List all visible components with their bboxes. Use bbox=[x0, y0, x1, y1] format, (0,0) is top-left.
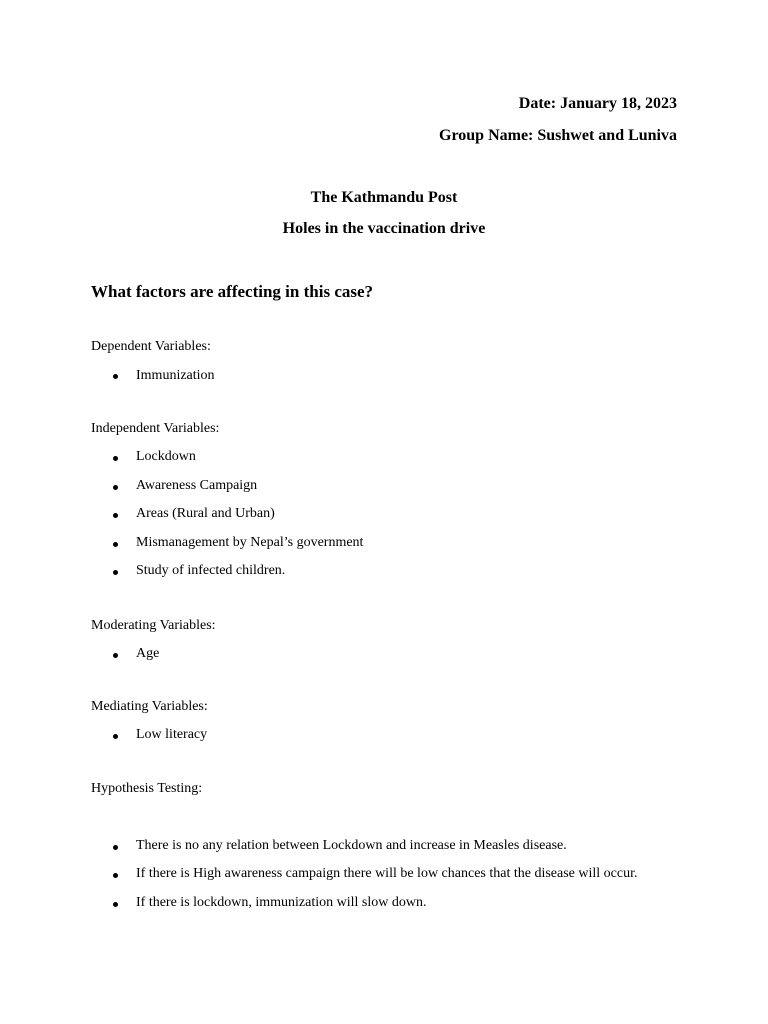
independent-variables-label: Independent Variables: bbox=[91, 421, 220, 436]
bullet-icon bbox=[113, 653, 118, 658]
list-item: Areas (Rural and Urban) bbox=[136, 506, 275, 521]
bullet-icon bbox=[113, 456, 118, 461]
list-item: Low literacy bbox=[136, 727, 208, 742]
hypothesis-testing-label: Hypothesis Testing: bbox=[91, 781, 203, 796]
bullet-icon bbox=[113, 570, 118, 575]
date-line: Date: January 18, 2023 bbox=[518, 95, 677, 112]
list-item: Awareness Campaign bbox=[136, 478, 258, 493]
list-item: If there is lockdown, immunization will slow down. bbox=[136, 895, 427, 910]
list-item: Immunization bbox=[136, 368, 215, 383]
bullet-icon bbox=[113, 845, 118, 850]
mediating-variables-label: Mediating Variables: bbox=[91, 699, 208, 714]
moderating-variables-label: Moderating Variables: bbox=[91, 618, 216, 633]
bullet-icon bbox=[113, 513, 118, 518]
bullet-icon bbox=[113, 374, 118, 379]
bullet-icon bbox=[113, 542, 118, 547]
question-heading: What factors are affecting in this case? bbox=[91, 282, 374, 301]
dependent-variables-label: Dependent Variables: bbox=[91, 339, 211, 354]
bullet-icon bbox=[113, 485, 118, 490]
list-item: Mismanagement by Nepal’s government bbox=[136, 535, 364, 550]
list-item: There is no any relation between Lockdown and increase in Measles disease. bbox=[136, 838, 567, 853]
list-item: If there is High awareness campaign there will be low chances that the disease will occur. bbox=[136, 866, 638, 881]
list-item: Lockdown bbox=[136, 449, 196, 464]
source-title: The Kathmandu Post bbox=[310, 189, 458, 206]
bullet-icon bbox=[113, 734, 118, 739]
bullet-icon bbox=[113, 873, 118, 878]
list-item: Age bbox=[136, 646, 160, 661]
bullet-icon bbox=[113, 902, 118, 907]
list-item: Study of infected children. bbox=[136, 563, 286, 578]
group-name-line: Group Name: Sushwet and Luniva bbox=[439, 127, 677, 144]
article-title: Holes in the vaccination drive bbox=[282, 220, 486, 237]
